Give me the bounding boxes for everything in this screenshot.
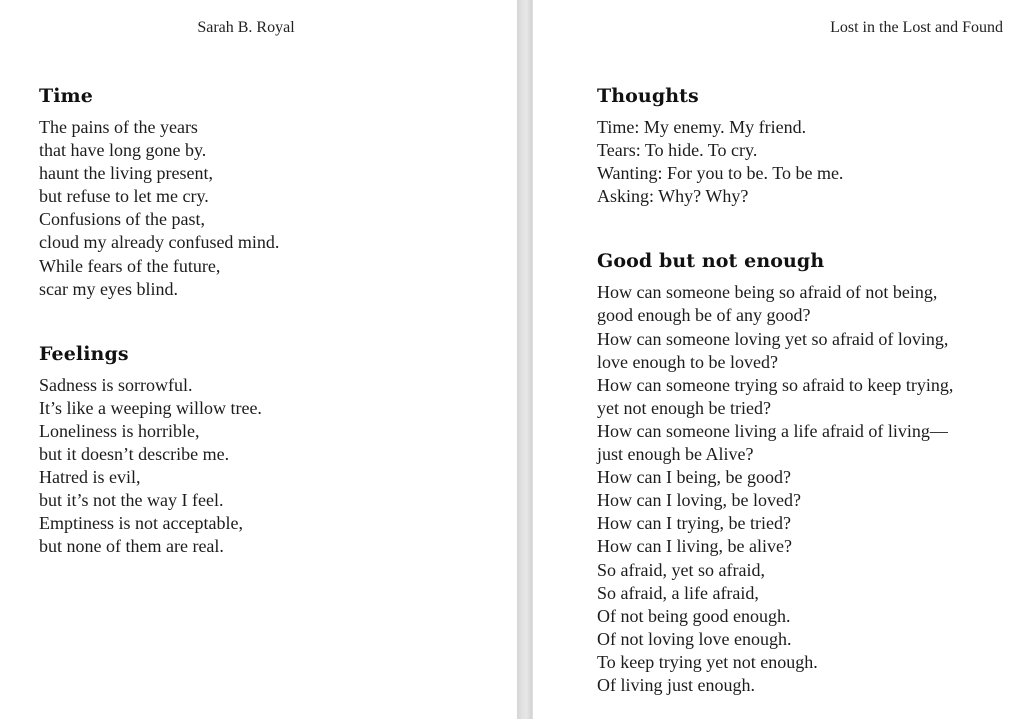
poem-line: How can someone living a life afraid of living— — [597, 420, 948, 441]
poem-line: Hatred is evil, — [39, 467, 141, 488]
book-spine-gutter — [517, 0, 533, 719]
poem-line: So afraid, a life afraid, — [597, 582, 759, 603]
poem-line: that have long gone by. — [39, 140, 207, 161]
poem-line: Wanting: For you to be. To be me. — [597, 163, 844, 184]
poem-thoughts — [597, 84, 953, 208]
poem-line: Tears: To hide. To cry. — [597, 140, 758, 161]
poem-feelings — [39, 342, 279, 559]
poem-line: but refuse to let me cry. — [39, 186, 209, 207]
poem-line: How can someone loving yet so afraid of loving, — [597, 328, 949, 349]
right-page — [533, 0, 1024, 719]
poem-line: How can someone trying so afraid to keep trying, — [597, 374, 954, 395]
poem-line: How can I trying, be tried? — [597, 513, 791, 534]
poem-line: The pains of the years — [39, 117, 198, 137]
poem-line: Of living just enough. — [597, 674, 755, 695]
poem-line: scar my eyes blind. — [39, 278, 178, 299]
poem-line: just enough be Alive? — [597, 444, 754, 465]
poem-line: Sadness is sorrowful. — [39, 374, 193, 395]
poem-line: love enough to be loved? — [597, 351, 778, 372]
poem-line: yet not enough be tried? — [597, 397, 771, 418]
poem-line: Of not being good enough. — [597, 605, 791, 626]
poem-line: While fears of the future, — [39, 255, 221, 276]
poem-line: good enough be of any good? — [597, 305, 811, 326]
poem-line: Emptiness is not acceptable, — [39, 513, 243, 534]
poem-line: cloud my already confused mind. — [39, 232, 280, 253]
poem-line: Time: My enemy. My friend. — [597, 117, 807, 137]
poem-line: How can I being, be good? — [597, 467, 791, 488]
page-header-author: Sarah B. Royal — [197, 19, 295, 36]
poem-line: How can someone being so afraid of not being, — [597, 282, 938, 303]
poem-line: How can I loving, be loved? — [597, 490, 801, 511]
poem-line: Confusions of the past, — [39, 209, 205, 230]
poem-title: Feelings — [39, 342, 129, 365]
poem-line: Of not loving love enough. — [597, 628, 792, 649]
poem-line: but it’s not the way I feel. — [39, 490, 224, 511]
poem-title: Thoughts — [597, 85, 699, 107]
page-header-title: Lost in the Lost and Found — [830, 19, 1003, 36]
left-page-content — [39, 84, 279, 559]
poem-line: So afraid, yet so afraid, — [597, 559, 765, 580]
poem-title: Good but not enough — [597, 250, 825, 273]
poem-line: Loneliness is horrible, — [39, 420, 200, 441]
poem-line: Asking: Why? Why? — [597, 186, 749, 207]
poem-line: To keep trying yet not enough. — [597, 651, 818, 672]
poem-title: Time — [39, 85, 93, 107]
poem-line: It’s like a weeping willow tree. — [39, 397, 262, 418]
right-page-content — [597, 84, 953, 697]
poem-line: How can I living, be alive? — [597, 536, 792, 557]
poem-good-but-not-enough — [597, 249, 953, 697]
poem-line: but it doesn’t describe me. — [39, 444, 230, 465]
poem-line: haunt the living present, — [39, 163, 213, 184]
poem-time — [39, 84, 279, 301]
poem-line: but none of them are real. — [39, 536, 224, 557]
